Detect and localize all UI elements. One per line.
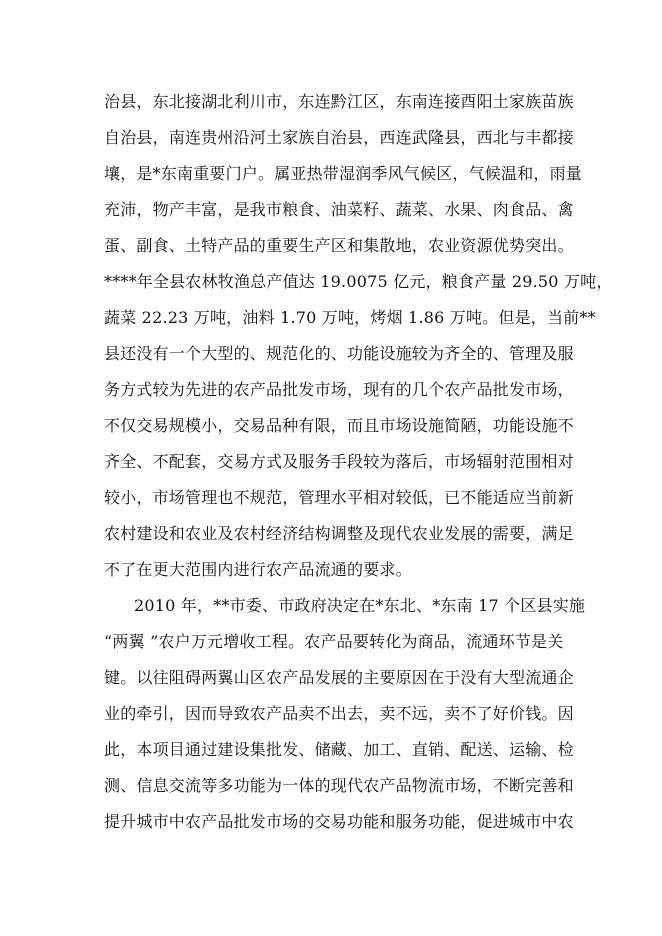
text-line-3: 壤，是*东南重要门户。属亚热带湿润季风气候区，气候温和，雨量	[104, 164, 583, 183]
text-line-1: 治县，东北接湖北利川市，东连黔江区，东南连接酉阳土家族苗族	[104, 92, 574, 111]
text-line-14: 不了在更大范围内进行农产品流通的要求。	[104, 560, 412, 579]
text-line-2: 自治县，南连贵州沿河土家族自治县，西连武隆县，西北与丰都接	[104, 128, 574, 147]
text-line-12: 较小，市场管理也不规范，管理水平相对较低，已不能适应当前新	[104, 488, 574, 507]
text-line-7: 蔬菜 22.23 万吨，油料 1.70 万吨，烤烟 1.86 万吨。但是，当前**	[104, 308, 596, 327]
text-line-8: 县还没有一个大型的、规范化的、功能设施较为齐全的、管理及服	[104, 344, 574, 363]
text-line-10: 不仅交易规模小，交易品种有限，而且市场设施简陋，功能设施不	[104, 416, 574, 435]
text-line-19: 此，本项目通过建设集批发、储藏、加工、直销、配送、运输、检	[104, 740, 574, 759]
paragraph-2-first-line: 2010 年，**市委、市政府决定在*东北、*东南 17 个区县实施	[134, 596, 586, 615]
text-line-16: “两翼 ”农户万元增收工程。农产品要转化为商品，流通环节是关	[104, 632, 564, 651]
text-line-5: 蛋、副食、土特产品的重要生产区和集散地，农业资源优势突出。	[104, 236, 574, 255]
text-line-21: 提升城市中农产品批发市场的交易功能和服务功能，促进城市中农	[104, 812, 574, 831]
text-line-18: 业的牵引，因而导致农产品卖不出去，卖不远，卖不了好价钱。因	[104, 704, 574, 723]
text-line-4: 充沛，物产丰富，是我市粮食、油菜籽、蔬菜、水果、肉食品、禽	[104, 200, 574, 219]
text-line-11: 齐全、不配套，交易方式及服务手段较为落后，市场辐射范围相对	[104, 452, 574, 471]
text-line-17: 键。以往阻碍两翼山区农产品发展的主要原因在于没有大型流通企	[104, 668, 574, 687]
text-line-9: 务方式较为先进的农产品批发市场，现有的几个农产品批发市场，	[104, 380, 574, 399]
text-line-6: ****年全县农林牧渔总产值达 19.0075 亿元，粮食产量 29.50 万吨，	[104, 272, 613, 291]
text-line-13: 农村建设和农业及农村经济结构调整及现代农业发展的需要，满足	[104, 524, 574, 543]
text-line-20: 测、信息交流等多功能为一体的现代农产品物流市场，不断完善和	[104, 776, 574, 795]
